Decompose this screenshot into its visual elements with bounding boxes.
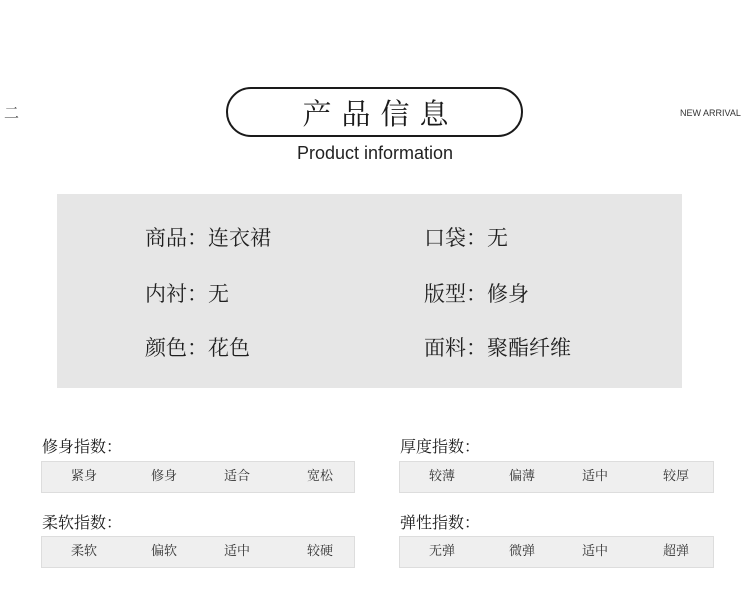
info-fabric: 面料：聚酯纤维: [424, 336, 571, 360]
info-color: 颜色：花色: [145, 336, 250, 360]
fit-index-title: 修身指数：: [42, 437, 123, 456]
new-arrival-label: NEW ARRIVAL: [680, 108, 741, 118]
softness-index-option: 较硬: [306, 544, 333, 559]
info-product: 商品：连衣裙: [145, 226, 271, 250]
elasticity-index-option: 适中: [581, 544, 608, 559]
info-pocket: 口袋：无: [424, 226, 508, 250]
elasticity-index-option: 无弹: [428, 544, 455, 559]
fit-index-scale: [41, 461, 355, 493]
thickness-index-scale: [399, 461, 714, 493]
section-title-pill: [226, 87, 523, 137]
elasticity-index-option: 超弹: [662, 544, 689, 559]
fit-index-option: 宽松: [306, 469, 333, 484]
product-info-box: [57, 194, 682, 388]
section-subtitle: Product information: [296, 143, 454, 163]
fit-index-option: 紧身: [70, 469, 97, 484]
info-fit: 版型：修身: [424, 282, 529, 306]
elasticity-index-scale: [399, 536, 714, 568]
softness-index-option: 偏软: [150, 544, 177, 559]
thickness-index-option: 适中: [581, 469, 608, 484]
softness-index-option: 适中: [223, 544, 250, 559]
fit-index-option: 修身: [150, 469, 177, 484]
thickness-index-option: 较薄: [428, 469, 455, 484]
softness-index-option: 柔软: [70, 544, 97, 559]
fit-index-option: 适合: [223, 469, 250, 484]
elasticity-index-title: 弹性指数：: [400, 513, 481, 532]
info-lining: 内衬：无: [145, 282, 229, 306]
left-edge-mark: 二: [4, 104, 20, 122]
thickness-index-title: 厚度指数：: [400, 437, 481, 456]
softness-index-scale: [41, 536, 355, 568]
softness-index-title: 柔软指数：: [42, 513, 123, 532]
thickness-index-option: 较厚: [662, 469, 689, 484]
section-title: 产品信息: [302, 96, 459, 131]
thickness-index-option: 偏薄: [508, 469, 535, 484]
elasticity-index-option: 微弹: [508, 544, 535, 559]
